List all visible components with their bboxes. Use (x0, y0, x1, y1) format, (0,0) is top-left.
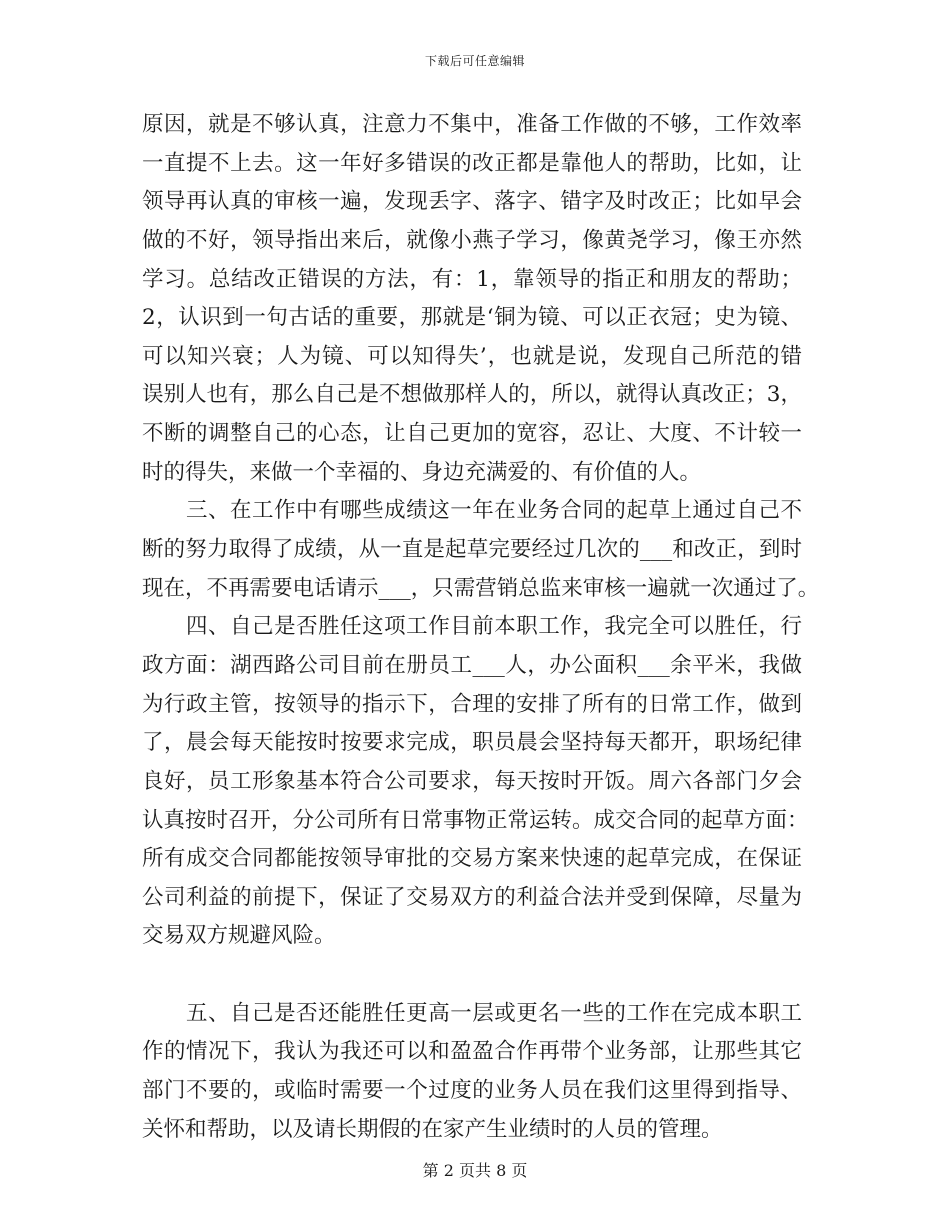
text-line: 可以知兴衰；人为镜、可以知得失’，也就是说，发现自己所范的错 (142, 343, 802, 369)
text-line: 所有成交合同都能按领导审批的交易方案来快速的起草完成，在保证 (142, 846, 802, 872)
text-line: 不断的调整自己的心态，让自己更加的宽容，忍让、大度、不计较一 (142, 421, 802, 447)
text-line: 为行政主管，按领导的指示下，合理的安排了所有的日常工作，做到 (142, 691, 802, 717)
paragraph-3 (142, 608, 809, 956)
text-line: 关怀和帮助，以及请长期假的在家产生业绩时的人员的管理。 (142, 1116, 723, 1142)
text-line: 政方面：湖西路公司目前在册员工___人，办公面积___余平米，我做 (142, 652, 802, 678)
text-line: 五、自己是否还能胜任更高一层或更名一些的工作在完成本职工 (186, 1000, 802, 1026)
paragraph-gap (142, 956, 802, 995)
text-line: 公司利益的前提下，保证了交易双方的利益合法并受到保障，尽量为 (142, 884, 802, 910)
text-line: 良好，员工形象基本符合公司要求，每天按时开饭。周六各部门夕会 (142, 768, 802, 794)
text-line: 三、在工作中有哪些成绩这一年在业务合同的起草上通过自己不 (186, 498, 802, 524)
page-header: 下载后可任意编辑 (424, 54, 525, 68)
paragraph-1 (142, 106, 802, 492)
text-line: 部门不要的，或临时需要一个过度的业务人员在我们这里得到指导、 (142, 1078, 802, 1104)
text-line: 作的情况下，我认为我还可以和盈盈合作再带个业务部，让那些其它 (142, 1039, 802, 1065)
text-line: 认真按时召开，分公司所有日常事物正常运转。成交合同的起草方面： (142, 807, 809, 833)
text-line: 2，认识到一句古话的重要，那就是‘铜为镜、可以正衣冠；史为镜、 (142, 305, 802, 331)
text-line: 时的得失，来做一个幸福的、身边充满爱的、有价值的人。 (142, 459, 702, 485)
document-body (142, 106, 820, 1149)
text-line: 四、自己是否胜任这项工作目前本职工作，我完全可以胜任，行 (186, 614, 802, 640)
text-line: 领导再认真的审核一遍，发现丢字、落字、错字及时改正；比如早会 (142, 189, 802, 215)
text-line: 学习。总结改正错误的方法，有：1，靠领导的指正和朋友的帮助； (142, 266, 802, 292)
text-line: 现在，不再需要电话请示___，只需营销总监来审核一遍就一次通过了。 (142, 575, 820, 601)
paragraph-4 (142, 995, 802, 1150)
paragraph-2 (142, 492, 820, 608)
text-line: 一直提不上去。这一年好多错误的改正都是靠他人的帮助，比如，让 (142, 150, 802, 176)
text-line: 做的不好，领导指出来后，就像小燕子学习，像黄尧学习，像王亦然 (142, 227, 802, 253)
text-line: 原因，就是不够认真，注意力不集中，准备工作做的不够，工作效率 (142, 112, 802, 137)
page-footer: 第 2 页共 8 页 (422, 1161, 528, 1180)
text-line: 了，晨会每天能按时按要求完成，职员晨会坚持每天都开，职场纪律 (142, 730, 802, 756)
text-line: 交易双方规避风险。 (142, 923, 336, 949)
text-line: 误别人也有，那么自己是不想做那样人的，所以，就得认真改正；3， (142, 382, 802, 408)
text-line: 断的努力取得了成绩，从一直是起草完要经过几次的___和改正，到时 (142, 537, 802, 563)
